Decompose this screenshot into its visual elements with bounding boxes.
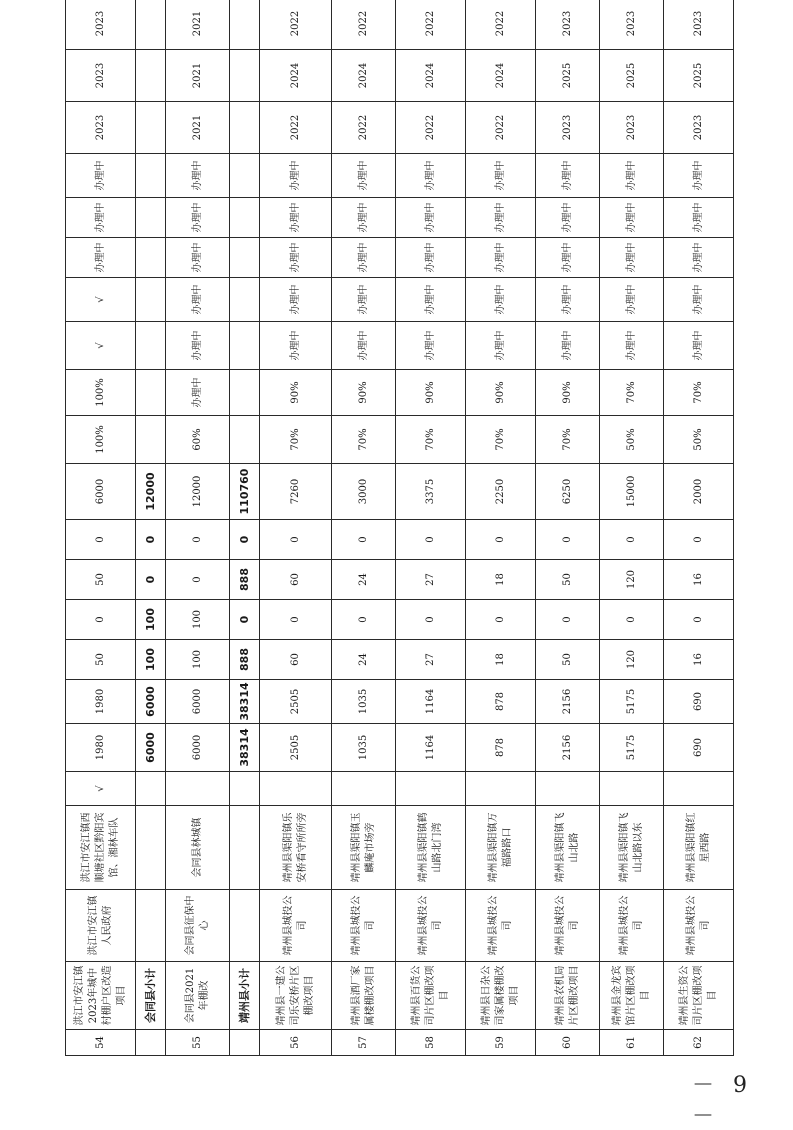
table-cell: 办理中	[664, 322, 734, 370]
table-cell: 38314	[230, 724, 260, 772]
table-cell: 0	[396, 600, 466, 640]
table-cell: 0	[396, 520, 466, 560]
table-cell	[230, 370, 260, 416]
table-cell: 会同县林城镇	[166, 806, 230, 890]
table-cell: 办理中	[260, 154, 332, 198]
table-cell: 58	[396, 1030, 466, 1056]
table-row	[600, 0, 664, 1056]
table-cell: 办理中	[166, 322, 230, 370]
table-cell: 2021	[166, 50, 230, 102]
table-cell: 0	[66, 520, 136, 560]
table-cell: 靖州县城投公司	[332, 890, 396, 962]
table-cell	[230, 890, 260, 962]
table-cell: 90%	[332, 370, 396, 416]
table-cell	[536, 772, 600, 806]
table-cell: 60	[260, 640, 332, 680]
table-cell: 靖州县城投公司	[600, 890, 664, 962]
table-cell: 0	[466, 600, 536, 640]
table-cell: 办理中	[260, 322, 332, 370]
table-cell: 洪江市安江镇人民政府	[66, 890, 136, 962]
table-cell: 办理中	[600, 198, 664, 238]
table-cell: 靖州县渠阳镇万福路路口	[466, 806, 536, 890]
table-cell	[136, 370, 166, 416]
table-cell	[136, 1030, 166, 1056]
table-cell: 70%	[600, 370, 664, 416]
table-cell: √	[66, 322, 136, 370]
table-cell: 办理中	[332, 322, 396, 370]
table-cell: 2023	[536, 0, 600, 50]
table-cell: 0	[536, 520, 600, 560]
table-body	[66, 0, 734, 1056]
table-cell	[260, 772, 332, 806]
table-cell	[230, 806, 260, 890]
table-cell: 2024	[332, 50, 396, 102]
table-cell: 靖州县日杂公司家属楼棚改项目	[466, 962, 536, 1030]
table-cell: 2022	[332, 0, 396, 50]
table-cell: 16	[664, 640, 734, 680]
table-cell: 2022	[260, 0, 332, 50]
table-cell	[600, 772, 664, 806]
table-cell: 2505	[260, 724, 332, 772]
subtotal-row	[136, 0, 166, 1056]
table-cell: 12000	[136, 464, 166, 520]
table-cell: 56	[260, 1030, 332, 1056]
table-cell: 100%	[66, 416, 136, 464]
table-cell: 6000	[136, 724, 166, 772]
table-cell: 3000	[332, 464, 396, 520]
table-cell: 靖州县金龙宾馆片区棚改项目	[600, 962, 664, 1030]
table-cell: 38314	[230, 680, 260, 724]
table-cell: 70%	[396, 416, 466, 464]
table-cell: 办理中	[166, 370, 230, 416]
table-cell: 24	[332, 560, 396, 600]
table-cell	[230, 102, 260, 154]
table-cell: 690	[664, 680, 734, 724]
table-row	[396, 0, 466, 1056]
table-cell: 5175	[600, 680, 664, 724]
table-cell: 办理中	[260, 198, 332, 238]
table-cell: 1980	[66, 724, 136, 772]
table-cell: 办理中	[466, 238, 536, 278]
table-cell: 60	[536, 1030, 600, 1056]
table-cell: 110760	[230, 464, 260, 520]
table-cell: 90%	[466, 370, 536, 416]
table-cell: 6000	[66, 464, 136, 520]
table-cell: 6250	[536, 464, 600, 520]
table-cell: 靖州县农机局片区棚改项目	[536, 962, 600, 1030]
table-cell: 办理中	[166, 198, 230, 238]
table-cell: 24	[332, 640, 396, 680]
table-cell: 办理中	[332, 154, 396, 198]
table-cell: 70%	[664, 370, 734, 416]
table-cell: 1164	[396, 724, 466, 772]
rotated-table-sheet	[65, 10, 718, 1056]
table-cell	[136, 278, 166, 322]
table-cell: 2022	[396, 0, 466, 50]
table-cell: 90%	[260, 370, 332, 416]
table-cell: 1035	[332, 724, 396, 772]
table-cell	[136, 50, 166, 102]
table-cell	[230, 0, 260, 50]
table-cell: 0	[664, 600, 734, 640]
table-cell: 会同县2021年棚改	[166, 962, 230, 1030]
table-cell: 0	[332, 600, 396, 640]
table-cell: 2022	[466, 102, 536, 154]
table-cell	[396, 772, 466, 806]
table-cell: 50	[66, 560, 136, 600]
table-cell: 100%	[66, 370, 136, 416]
table-cell	[136, 806, 166, 890]
table-cell: 2023	[66, 50, 136, 102]
table-cell: 70%	[260, 416, 332, 464]
table-cell: 办理中	[332, 278, 396, 322]
table-row	[260, 0, 332, 1056]
table-cell: 2024	[260, 50, 332, 102]
table-cell	[136, 198, 166, 238]
table-cell: 2000	[664, 464, 734, 520]
table-cell: 靖州县渠阳镇飞山北路以东	[600, 806, 664, 890]
table-cell: 会同县小计	[136, 962, 166, 1030]
table-cell	[230, 772, 260, 806]
table-cell: 0	[230, 520, 260, 560]
table-cell: 1164	[396, 680, 466, 724]
table-cell: 办理中	[166, 278, 230, 322]
table-cell: 靖州县渠阳镇飞山北路	[536, 806, 600, 890]
table-cell: 2505	[260, 680, 332, 724]
table-cell: 27	[396, 640, 466, 680]
table-cell: 2022	[396, 102, 466, 154]
table-cell: 0	[664, 520, 734, 560]
table-cell: 2022	[332, 102, 396, 154]
table-cell: 办理中	[396, 278, 466, 322]
table-cell: 靖州县城投公司	[396, 890, 466, 962]
table-cell: 2023	[600, 102, 664, 154]
table-cell: 1035	[332, 680, 396, 724]
table-cell: 办理中	[664, 278, 734, 322]
table-cell: 70%	[466, 416, 536, 464]
table-cell: 办理中	[396, 322, 466, 370]
table-cell: 0	[230, 600, 260, 640]
table-cell: 6000	[166, 724, 230, 772]
table-cell: 55	[166, 1030, 230, 1056]
table-cell: 2025	[664, 50, 734, 102]
table-cell	[136, 772, 166, 806]
table-cell: 办理中	[600, 278, 664, 322]
table-cell: 2156	[536, 724, 600, 772]
table-row	[66, 0, 136, 1056]
table-cell: 办理中	[536, 322, 600, 370]
table-cell: 0	[600, 520, 664, 560]
table-cell: 办理中	[396, 198, 466, 238]
table-cell: 62	[664, 1030, 734, 1056]
table-cell: 2023	[664, 0, 734, 50]
table-cell: 办理中	[66, 198, 136, 238]
table-cell: 办理中	[664, 154, 734, 198]
table-cell: 2023	[536, 102, 600, 154]
table-cell: 100	[166, 600, 230, 640]
table-cell: 100	[166, 640, 230, 680]
table-cell: 90%	[396, 370, 466, 416]
table-cell: 18	[466, 560, 536, 600]
table-cell: 办理中	[536, 278, 600, 322]
table-cell: 2250	[466, 464, 536, 520]
table-cell: 50%	[664, 416, 734, 464]
table-cell: 靖州县百货公司片区棚改项目	[396, 962, 466, 1030]
table-cell: 办理中	[536, 198, 600, 238]
project-table	[65, 0, 734, 1056]
table-cell: 靖州县城投公司	[664, 890, 734, 962]
table-cell: 办理中	[600, 238, 664, 278]
table-cell: 办理中	[664, 238, 734, 278]
table-cell: 0	[536, 600, 600, 640]
table-cell: 50%	[600, 416, 664, 464]
table-cell: 888	[230, 640, 260, 680]
table-cell: 靖州县一建公司乐安桥片区棚改项目	[260, 962, 332, 1030]
table-cell: 2023	[600, 0, 664, 50]
table-cell: 50	[536, 640, 600, 680]
table-cell: 120	[600, 640, 664, 680]
table-cell: √	[66, 772, 136, 806]
table-cell: 办理中	[260, 238, 332, 278]
table-cell: √	[66, 278, 136, 322]
table-cell: 2023	[664, 102, 734, 154]
table-cell: 办理中	[600, 322, 664, 370]
table-row	[166, 0, 230, 1056]
table-cell: 7260	[260, 464, 332, 520]
table-cell: 2022	[466, 0, 536, 50]
table-cell: 办理中	[600, 154, 664, 198]
table-cell: 靖州县渠阳镇鹤山路北门湾	[396, 806, 466, 890]
table-cell: 办理中	[260, 278, 332, 322]
table-cell: 2024	[396, 50, 466, 102]
table-cell: 洪江市安江镇西顺塘社区黔阳宾馆、湘林车队	[66, 806, 136, 890]
table-cell: 办理中	[332, 198, 396, 238]
table-cell: 100	[136, 640, 166, 680]
table-cell: 50	[66, 640, 136, 680]
table-cell	[136, 102, 166, 154]
table-cell	[664, 772, 734, 806]
table-cell	[230, 154, 260, 198]
table-cell: 90%	[536, 370, 600, 416]
table-cell	[136, 238, 166, 278]
table-cell: 54	[66, 1030, 136, 1056]
table-cell	[230, 1030, 260, 1056]
table-cell: 0	[600, 600, 664, 640]
table-cell	[230, 278, 260, 322]
table-cell	[230, 50, 260, 102]
table-cell: 120	[600, 560, 664, 600]
table-cell: 靖州县生资公司片区棚改项目	[664, 962, 734, 1030]
table-cell: 0	[136, 520, 166, 560]
table-cell: 办理中	[396, 154, 466, 198]
table-cell	[230, 238, 260, 278]
table-cell	[136, 322, 166, 370]
table-cell: 888	[230, 560, 260, 600]
table-cell: 3375	[396, 464, 466, 520]
table-row	[466, 0, 536, 1056]
table-cell: 办理中	[664, 198, 734, 238]
table-cell: 办理中	[332, 238, 396, 278]
table-cell: 办理中	[166, 238, 230, 278]
table-cell: 0	[260, 520, 332, 560]
table-cell	[136, 416, 166, 464]
table-cell: 会同县征保中心	[166, 890, 230, 962]
table-cell: 57	[332, 1030, 396, 1056]
table-cell: 2024	[466, 50, 536, 102]
table-cell: 靖州县小计	[230, 962, 260, 1030]
table-cell: 2025	[600, 50, 664, 102]
table-cell: 办理中	[466, 322, 536, 370]
table-cell: 办理中	[396, 238, 466, 278]
table-cell: 0	[166, 520, 230, 560]
table-cell: 办理中	[166, 154, 230, 198]
table-cell: 690	[664, 724, 734, 772]
table-cell: 70%	[536, 416, 600, 464]
table-cell: 办理中	[536, 238, 600, 278]
table-cell: 2156	[536, 680, 600, 724]
table-cell	[230, 322, 260, 370]
table-cell: 0	[332, 520, 396, 560]
table-row	[536, 0, 600, 1056]
table-cell	[136, 890, 166, 962]
table-cell: 2023	[66, 0, 136, 50]
table-cell: 50	[536, 560, 600, 600]
table-cell: 61	[600, 1030, 664, 1056]
subtotal-row	[230, 0, 260, 1056]
table-cell: 70%	[332, 416, 396, 464]
table-cell: 878	[466, 724, 536, 772]
table-cell: 12000	[166, 464, 230, 520]
table-cell: 靖州县渠阳镇红星西路	[664, 806, 734, 890]
table-cell: 靖州县城投公司	[260, 890, 332, 962]
table-cell: 2023	[66, 102, 136, 154]
page-number: － 9 －	[692, 1073, 753, 1129]
table-cell: 靖州县城投公司	[536, 890, 600, 962]
table-cell	[332, 772, 396, 806]
table-cell: 靖州县渠阳镇玉麟庵市场旁	[332, 806, 396, 890]
table-cell: 办理中	[66, 238, 136, 278]
table-cell	[466, 772, 536, 806]
table-cell: 靖州县酒厂家属楼棚改项目	[332, 962, 396, 1030]
table-cell: 2021	[166, 102, 230, 154]
table-cell	[166, 772, 230, 806]
table-cell: 0	[260, 600, 332, 640]
table-cell: 1980	[66, 680, 136, 724]
table-cell	[230, 416, 260, 464]
table-cell: 2022	[260, 102, 332, 154]
table-cell: 办理中	[466, 154, 536, 198]
table-cell: 60%	[166, 416, 230, 464]
table-cell: 办理中	[66, 154, 136, 198]
table-cell: 2025	[536, 50, 600, 102]
table-cell: 59	[466, 1030, 536, 1056]
table-row	[664, 0, 734, 1056]
table-cell: 6000	[136, 680, 166, 724]
table-cell: 办理中	[466, 278, 536, 322]
table-cell: 0	[166, 560, 230, 600]
table-cell: 16	[664, 560, 734, 600]
table-cell: 27	[396, 560, 466, 600]
table-cell: 2021	[166, 0, 230, 50]
table-cell: 0	[466, 520, 536, 560]
table-cell: 5175	[600, 724, 664, 772]
table-cell: 办理中	[466, 198, 536, 238]
table-cell: 0	[66, 600, 136, 640]
table-cell: 办理中	[536, 154, 600, 198]
table-cell: 100	[136, 600, 166, 640]
table-cell: 洪江市安江镇2023年城中村棚户区改造项目	[66, 962, 136, 1030]
table-cell	[136, 0, 166, 50]
table-cell: 靖州县渠阳镇乐安桥看守所所旁	[260, 806, 332, 890]
table-cell	[230, 198, 260, 238]
table-cell: 878	[466, 680, 536, 724]
table-cell: 60	[260, 560, 332, 600]
table-cell: 18	[466, 640, 536, 680]
table-cell: 靖州县城投公司	[466, 890, 536, 962]
table-cell: 6000	[166, 680, 230, 724]
table-cell: 15000	[600, 464, 664, 520]
table-cell	[136, 154, 166, 198]
table-cell: 0	[136, 560, 166, 600]
table-row	[332, 0, 396, 1056]
